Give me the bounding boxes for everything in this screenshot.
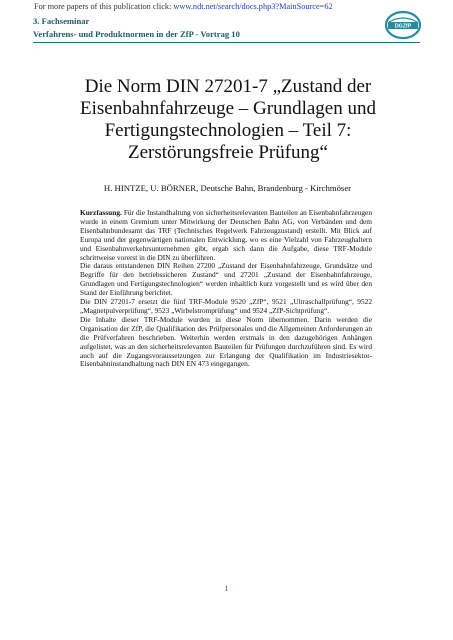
publication-link[interactable]: www.ndt.net/search/docs.php3?MainSource=62 — [173, 2, 333, 11]
abstract-keyword: Kurzfassung. — [80, 208, 122, 217]
seminar-subtitle: Verfahrens- und Produktnormen in der ZfP - Vortrag 10 — [33, 29, 240, 39]
top-note-prefix: For more papers of this publication click: — [34, 2, 174, 11]
page-number: 1 — [224, 584, 229, 593]
abstract-paragraph-4: Die Inhalte dieser TRF-Module wurden in diese Norm übernommen. Darin werden die Organisation der ZfP, die Qualifikation des Prüfpersonales und die Allgemeinen Anforderungen an die Prüfverfahren beschrieben. Weiterhin werden erstmals in den dazugehörigen Anhängen aufgelistet, was an den sicherheitsrelevanten Bauteilen für Prüfungen durchzuführen sind. Es wird auch auf die Zugangsvoraussetzungen zur Erlangung der Qualifikation im Industriesektor-Eisenbahninstandhaltung nach DIN EN 473 eingegangen. — [80, 314, 372, 369]
dgzfp-logo-icon — [383, 10, 423, 40]
logo-text: DGZfP — [394, 23, 412, 30]
abstract — [80, 209, 372, 369]
abstract-paragraph-2: Die daraus entstandenen DIN Reihen 27200 „Zustand der Eisenbahnfahrzeuge, Grundsätze und Begriffe für den betriebssicheren Zustand“ und 27201 „Zustand der Eisenbahnfahrzeuge, Grundlagen und Fertigungstechnologien“ werden inhaltlich kurz vorgestellt und es wird über den Stand der Einführung berichtet. — [80, 261, 372, 298]
paper-authors: H. HINTZE, U. BÖRNER, Deutsche Bahn, Brandenburg - Kirchmöser — [103, 183, 352, 193]
abstract-paragraph-3: Die DIN 27201-7 ersetzt die fünf TRF-Module 9520 „ZfP“, 9521 „Ultraschallprüfung“, 9522 „Magnetpulverprüfung“, 9523 „Wirbelstromprüfung“ und 9524 „ZfP-Sichtprüfung“. — [80, 297, 372, 315]
header-divider — [33, 42, 420, 43]
abstract-text-1: Für die Instandhaltung von sicherheitsrelevanten Bauteilen an Eisenbahnfahrzeugen wurde in einem Gremium unter Mitwirkung der Deutschen Bahn AG, von Verbänden und dem Eisenbahnbundesamt das TRF (Technisches Regelwerk Fahrzeugzustand) erstellt. Mit Blick auf Europa und der gegenwärtigen nationalen Entwicklung, wo es eine Vielzahl von Fahrzeughaltern und Eisenbahnverkehrsunternehmen gibt, ergab sich dann die Aufgabe, diese TRF-Module schrittweise vorerst in die DIN zu überführen. — [80, 208, 372, 262]
seminar-header — [33, 15, 373, 41]
seminar-title: 3. Fachseminar — [33, 16, 90, 26]
abstract-paragraph-1 — [80, 209, 372, 262]
top-note — [34, 2, 434, 11]
paper-title: Die Norm DIN 27201-7 „Zustand der Eisenbahnfahrzeuge – Grundlagen und Fertigungstechnologien – Teil 7: Zerstörungsfreie Prüfung“ — [80, 76, 376, 163]
